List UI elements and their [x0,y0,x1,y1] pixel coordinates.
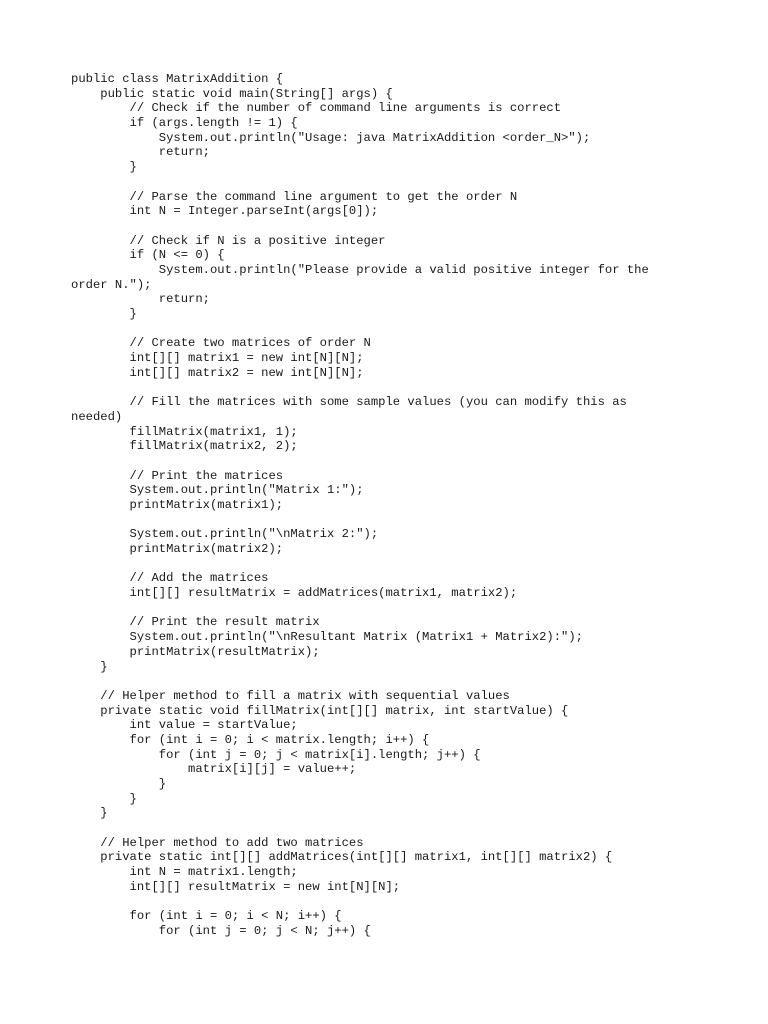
code-line: int[][] matrix2 = new int[N][N]; [71,365,364,380]
code-line [71,380,649,395]
code-line [71,821,649,836]
code-line: int N = Integer.parseInt(args[0]); [71,204,379,219]
code-line: // Fill the matrices with some sample values (you can modify this as [71,395,627,410]
code-line: for (int i = 0; i < matrix.length; i++) { [71,732,430,747]
code-line: } [71,307,137,321]
code-line: // Helper method to fill a matrix with sequential values [71,688,510,703]
code-line [71,175,649,190]
code-line: } [71,791,137,806]
code-line: // Print the result matrix [71,615,320,630]
code-line: needed) [71,409,123,424]
code-line: private static void fillMatrix(int[][] matrix, int startValue) { [71,703,569,718]
code-line: for (int i = 0; i < N; i++) { [71,909,342,924]
code-line: // Helper method to add two matrices [71,835,364,850]
code-line [71,454,649,469]
code-line: int[][] resultMatrix = addMatrices(matrix1, matrix2); [71,586,518,601]
code-line: int value = startValue; [71,718,298,733]
code-line: matrix[i][j] = value++; [71,762,357,777]
code-line: if (N <= 0) { [71,248,225,263]
code-line [71,513,649,528]
code-line [71,557,649,572]
code-line [71,322,649,337]
code-line: // Check if N is a positive integer [71,233,386,248]
code-line: private static int[][] addMatrices(int[][] matrix1, int[][] matrix2) { [71,850,613,865]
code-line: for (int j = 0; j < matrix[i].length; j++) { [71,747,481,762]
code-line: System.out.println("\nResultant Matrix (Matrix1 + Matrix2):"); [71,630,583,645]
code-line: if (args.length != 1) { [71,116,298,131]
code-line: } [71,160,137,175]
code-line: int[][] matrix1 = new int[N][N]; [71,351,364,366]
code-line: order N."); [71,277,152,292]
code-line: printMatrix(resultMatrix); [71,644,320,659]
code-line: printMatrix(matrix2); [71,542,284,556]
code-line: // Create two matrices of order N [71,336,371,351]
code-line: // Print the matrices [71,468,284,483]
code-line [71,601,649,616]
code-line: return; [71,292,210,307]
code-line: fillMatrix(matrix1, 1); [71,424,298,439]
code-line: public class MatrixAddition { [71,72,284,86]
code-listing [71,72,649,939]
code-line: int N = matrix1.length; [71,865,298,880]
code-line: printMatrix(matrix1); [71,497,284,512]
code-line: } [71,777,167,791]
code-line: public static void main(String[] args) { [71,86,393,101]
code-line: fillMatrix(matrix2, 2); [71,439,298,454]
code-line: System.out.println("Usage: java MatrixAddition <order_N>"); [71,130,591,145]
code-line: } [71,659,108,674]
code-line [71,219,649,234]
code-line: System.out.println("Matrix 1:"); [71,483,364,498]
code-line: // Check if the number of command line arguments is correct [71,101,562,116]
code-line: for (int j = 0; j < N; j++) { [71,923,371,938]
code-line [71,674,649,689]
code-line: } [71,806,108,821]
code-line [71,895,649,910]
code-line: // Parse the command line argument to get the order N [71,189,518,204]
code-line: // Add the matrices [71,571,269,586]
code-line: int[][] resultMatrix = new int[N][N]; [71,879,401,894]
code-line: System.out.println("Please provide a valid positive integer for the [71,262,649,277]
code-line: return; [71,145,210,160]
code-line: System.out.println("\nMatrix 2:"); [71,527,379,542]
